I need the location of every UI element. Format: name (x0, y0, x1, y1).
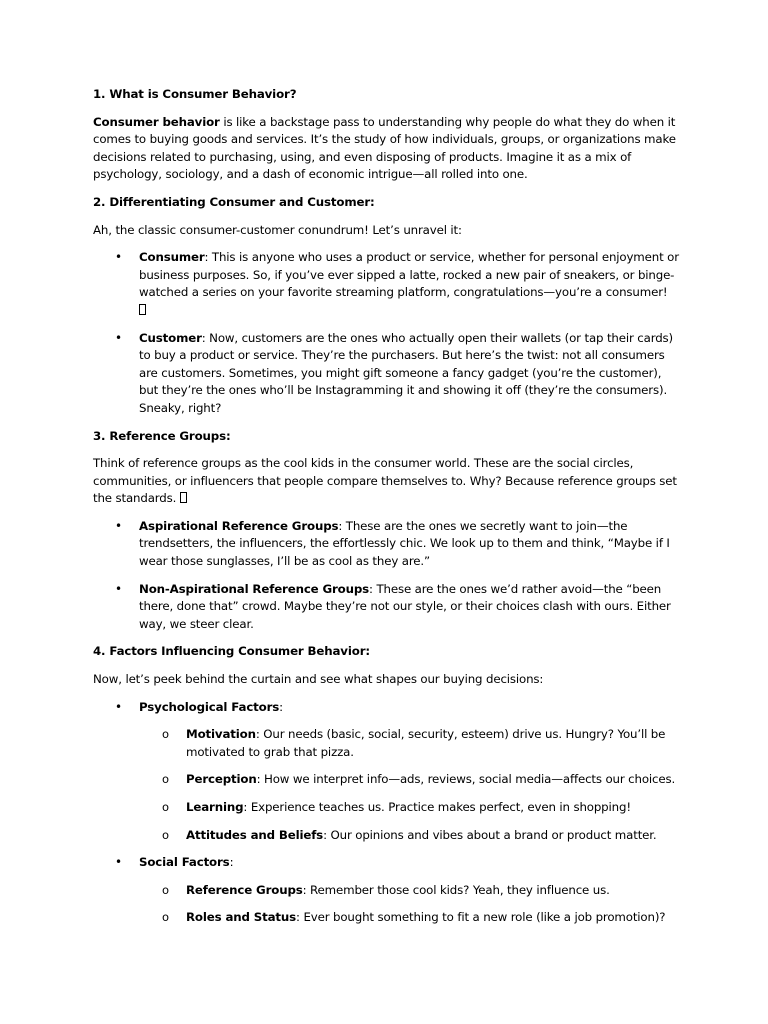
bold-term: Consumer behavior (93, 114, 220, 129)
list-item-consumer (93, 249, 683, 319)
definition-paragraph (93, 114, 683, 184)
intro-paragraph: Ah, the classic consumer-customer conundrum! Let’s unravel it: (93, 222, 462, 237)
bold-term: Reference Groups (186, 882, 303, 897)
item-text: : Remember those cool kids? Yeah, they influence us. (302, 882, 610, 897)
bold-term: Aspirational Reference Groups (139, 518, 339, 533)
intro-paragraph: Now, let’s peek behind the curtain and see what shapes our buying decisions: (93, 672, 544, 687)
sub-list-item-attitudes (93, 827, 683, 845)
replacement-glyph-icon (139, 304, 146, 315)
item-text: : These are the ones we secretly want to join—the trendsetters, the influencers, the effortlessly chic. We look up to them and think, “Maybe if I wear those sunglasses, I’ll be as cool as they are.” (139, 518, 670, 569)
document-page (93, 86, 683, 937)
sub-list-item-learning (93, 799, 683, 817)
bold-term: Non-Aspirational Reference Groups (139, 581, 370, 596)
item-text: : These are the ones we’d rather avoid—the “been there, done that” crowd. Maybe they’re not our style, or their choices clash with ours. Either way, we steer clear. (139, 581, 671, 631)
sub-bullet-list (93, 882, 683, 927)
item-text: : (229, 855, 234, 870)
bold-term: Perception (186, 772, 257, 787)
sub-list-item-motivation (93, 726, 683, 761)
list-item-aspirational (93, 518, 683, 571)
sub-bullet-icon: o (162, 910, 169, 925)
sub-bullet-list (93, 726, 683, 844)
bullet-icon: • (115, 699, 122, 714)
intro-paragraph (93, 455, 683, 508)
bullet-icon: • (115, 855, 122, 870)
item-text: : Now, customers are the ones who actually open their wallets (or tap their cards) to buy a product or service. They’re the purchasers. But here’s the twist: not all consumers are customers. Sometimes, you might gift someone a fancy gadget (you’re the customer), but they’re the ones who’ll be Instagramming it and showing it off (they’re the consumers). Sneaky, right? (139, 330, 673, 415)
bullet-list (93, 518, 683, 634)
item-text: : Ever bought something to fit a new role (like a job promotion)? (296, 910, 666, 925)
sub-bullet-icon: o (162, 800, 169, 814)
paragraph-text: is like a backstage pass to understanding why people do what they do when it comes to buying goods and services. It’s the study of how individuals, groups, or organizations make decisions related to purchasing, using, and even disposing of products. Imagine it as a mix of psychology, sociology, and a dash of economic intrigue—all rolled into one. (93, 114, 676, 182)
replacement-glyph-icon (180, 492, 187, 503)
sub-bullet-icon: o (162, 727, 169, 742)
bold-term: Motivation (186, 727, 256, 742)
bold-term: Customer (139, 330, 202, 345)
item-text: : This is anyone who uses a product or service, whether for personal enjoyment or business purposes. So, if you’ve ever sipped a latte, rocked a new pair of sneakers, or binge-watched a series on your favorite streaming platform, congratulations—you’re a consumer! (139, 250, 679, 300)
section-heading-consumer-behavior: 1. What is Consumer Behavior? (93, 87, 297, 101)
bold-term: Consumer (139, 250, 205, 265)
bold-term: Learning (186, 800, 244, 814)
list-item-non-aspirational (93, 581, 683, 634)
item-text: : Our opinions and vibes about a brand or product matter. (323, 827, 657, 842)
sub-list-item-reference-groups (93, 882, 683, 900)
list-item-social-factors (93, 854, 683, 872)
section-heading-consumer-vs-customer: 2. Differentiating Consumer and Customer: (93, 194, 375, 209)
item-text: : Experience teaches us. Practice makes perfect, even in shopping! (243, 800, 631, 814)
sub-list-item-perception (93, 771, 683, 789)
bold-term: Roles and Status (186, 910, 297, 925)
item-text: : How we interpret info—ads, reviews, social media—affects our choices. (256, 772, 676, 787)
item-text: : (279, 699, 283, 714)
list-item-customer (93, 330, 683, 418)
list-item-psychological-factors (93, 699, 683, 717)
section-heading-factors: 4. Factors Influencing Consumer Behavior: (93, 644, 370, 659)
item-text: : Our needs (basic, social, security, esteem) drive us. Hungry? You’ll be motivated to grab that pizza. (186, 727, 666, 759)
sub-bullet-icon: o (162, 772, 169, 787)
sub-bullet-icon: o (162, 827, 169, 842)
section-heading-reference-groups: 3. Reference Groups: (93, 428, 231, 443)
bold-term: Psychological Factors (139, 699, 280, 714)
bold-term: Attitudes and Beliefs (186, 827, 324, 842)
sub-bullet-icon: o (162, 882, 169, 897)
bullet-icon: • (115, 518, 122, 533)
bullet-list (93, 249, 683, 417)
bullet-icon: • (115, 581, 122, 596)
bullet-list (93, 699, 683, 717)
paragraph-text: Think of reference groups as the cool kids in the consumer world. These are the social circles, communities, or influencers that people compare themselves to. Why? Because reference groups set the standards. (93, 456, 677, 506)
bullet-icon: • (115, 250, 122, 265)
bullet-list (93, 854, 683, 872)
bold-term: Social Factors (139, 855, 230, 870)
bullet-icon: • (115, 330, 122, 345)
sub-list-item-roles-status (93, 909, 683, 927)
